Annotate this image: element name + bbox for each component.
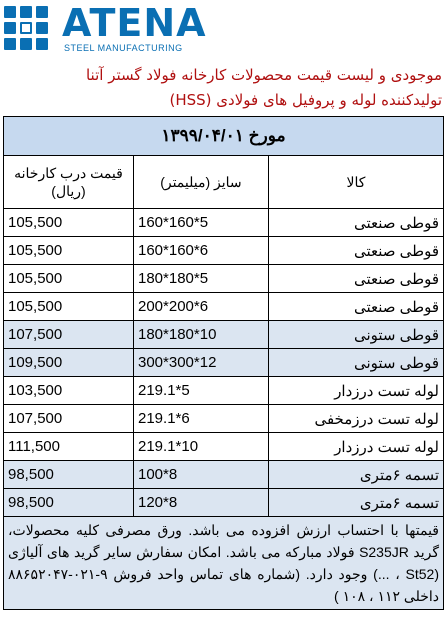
- product-cell: لوله تست درزدار: [268, 433, 443, 461]
- product-cell: قوطی صنعتی: [268, 265, 443, 293]
- table-row: [4, 433, 444, 461]
- size-cell: 160*160*5: [134, 209, 269, 237]
- product-cell: قوطی صنعتی: [268, 209, 443, 237]
- date-row: [4, 117, 444, 156]
- price-cell: 109,500: [4, 349, 134, 377]
- size-cell: 180*180*10: [134, 321, 269, 349]
- product-cell: لوله تست درزدار: [268, 377, 443, 405]
- product-cell: قوطی ستونی: [268, 349, 443, 377]
- header-size: سایز (میلیمتر): [134, 156, 269, 209]
- table-row: [4, 237, 444, 265]
- product-cell: قوطی صنعتی: [268, 293, 443, 321]
- notes-row: [4, 517, 444, 610]
- table-row: [4, 377, 444, 405]
- price-cell: 107,500: [4, 405, 134, 433]
- price-cell: 105,500: [4, 293, 134, 321]
- size-cell: 100*8: [134, 461, 269, 489]
- price-cell: 107,500: [4, 321, 134, 349]
- header-price: [4, 156, 134, 209]
- product-cell: تسمه ۶متری: [268, 489, 443, 517]
- price-cell: 98,500: [4, 489, 134, 517]
- table-row: [4, 265, 444, 293]
- size-cell: 219.1*5: [134, 377, 269, 405]
- table-row: [4, 489, 444, 517]
- header-row: [4, 156, 444, 209]
- size-cell: 120*8: [134, 489, 269, 517]
- product-cell: قوطی ستونی: [268, 321, 443, 349]
- intro-text: [6, 63, 442, 115]
- price-cell: 105,500: [4, 265, 134, 293]
- notes-text: قیمتها با احتساب ارزش افزوده می باشد. ورق مصرفی کلیه محصولات، گرید S235JR فولاد مبارکه می باشد. امکان سفارش سایر گرید های آلیاژی (St52 ، ...) وجود دارد. (شماره های تماس واحد فروش ۹-۰۲۱-۸۸۶۵۲۰۴۷ داخلی ۱۱۲ ، ۱۰۸ ): [4, 517, 444, 610]
- price-cell: 98,500: [4, 461, 134, 489]
- brand-subtitle: STEEL MANUFACTURING: [64, 43, 183, 53]
- header: [0, 0, 447, 60]
- size-cell: 300*300*12: [134, 349, 269, 377]
- table-row: [4, 321, 444, 349]
- header-price-line1: قیمت درب کارخانه: [14, 165, 123, 181]
- header-product: کالا: [268, 156, 443, 209]
- date-label: مورخ ۱۳۹۹/۰۴/۰۱: [4, 117, 444, 156]
- brand-name: ATENA: [62, 1, 207, 45]
- intro-line-2: تولیدکننده لوله و پروفیل های فولادی (HSS): [169, 91, 442, 109]
- table-row: [4, 349, 444, 377]
- size-cell: 180*180*5: [134, 265, 269, 293]
- header-price-line2: (ریال): [51, 183, 86, 199]
- price-table: [3, 116, 444, 610]
- size-cell: 219.1*10: [134, 433, 269, 461]
- product-cell: لوله تست درزمخفی: [268, 405, 443, 433]
- logo-grid-icon: [4, 6, 48, 50]
- intro-line-1: موجودی و لیست قیمت محصولات کارخانه فولاد گستر آتنا: [85, 66, 442, 84]
- price-cell: 103,500: [4, 377, 134, 405]
- size-cell: 200*200*6: [134, 293, 269, 321]
- size-cell: 219.1*6: [134, 405, 269, 433]
- price-cell: 105,500: [4, 209, 134, 237]
- table-row: [4, 405, 444, 433]
- product-cell: قوطی صنعتی: [268, 237, 443, 265]
- price-cell: 111,500: [4, 433, 134, 461]
- table-row: [4, 293, 444, 321]
- price-cell: 105,500: [4, 237, 134, 265]
- table-row: [4, 461, 444, 489]
- product-cell: تسمه ۶متری: [268, 461, 443, 489]
- table-row: [4, 209, 444, 237]
- table-body: [4, 209, 444, 517]
- size-cell: 160*160*6: [134, 237, 269, 265]
